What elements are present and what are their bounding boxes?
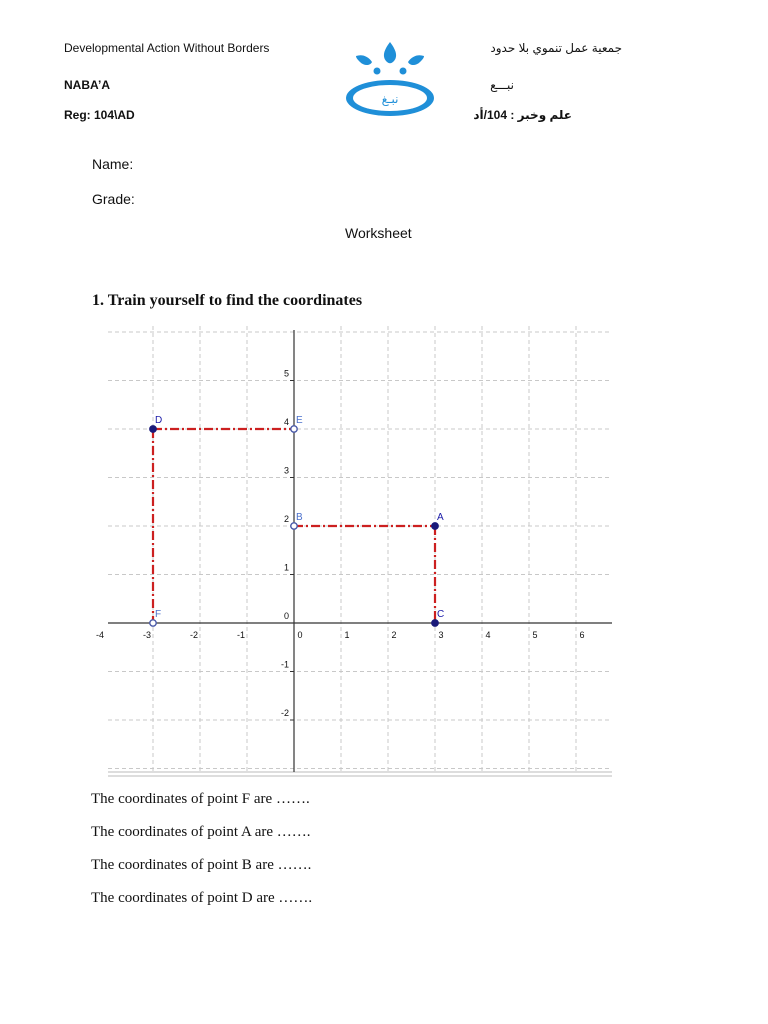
point-label-f: F [155, 609, 162, 620]
x-tick-label: -3 [142, 630, 152, 640]
point-e [291, 426, 297, 432]
question-point-d: The coordinates of point D are ……. [91, 890, 313, 906]
logo-right-drop [408, 55, 424, 65]
grade-label: Grade: [92, 191, 135, 207]
x-tick-label: -1 [236, 630, 246, 640]
y-tick-label: 3 [283, 465, 289, 476]
y-tick-label: 5 [283, 368, 289, 379]
question-point-f: The coordinates of point F are ……. [91, 791, 310, 807]
section-heading: 1. Train yourself to find the coordinates [92, 292, 363, 309]
logo-dot-left [374, 68, 381, 75]
point-c [432, 620, 438, 626]
coordinate-graph [95, 326, 612, 780]
x-tick-label: 0 [297, 630, 303, 640]
point-a [432, 523, 438, 529]
point-d [150, 426, 156, 432]
x-tick-label: 2 [391, 630, 397, 640]
org-name-en: Developmental Action Without Borders [64, 41, 270, 55]
x-tick-label: 4 [485, 630, 491, 640]
logo-center-drop [384, 42, 396, 63]
point-label-e: E [296, 415, 303, 426]
logo-left-drop [356, 55, 372, 65]
point-label-c: C [437, 609, 445, 620]
name-label: Name: [92, 156, 134, 172]
org-name-ar: جمعية عمل تنموي بلا حدود [490, 41, 622, 55]
x-tick-label: 3 [438, 630, 444, 640]
logo-dot-right [400, 68, 407, 75]
question-point-a: The coordinates of point A are ……. [91, 824, 311, 840]
x-tick-label: 1 [344, 630, 350, 640]
x-tick-label: 5 [532, 630, 538, 640]
point-b [291, 523, 297, 529]
x-tick-label: -2 [189, 630, 199, 640]
y-tick-label: -1 [280, 659, 289, 670]
y-tick-label: 4 [283, 417, 289, 427]
y-tick-label: 2 [283, 514, 289, 524]
y-tick-label: 1 [283, 562, 289, 573]
y-tick-label: 0 [283, 611, 289, 621]
organization-logo [340, 40, 440, 120]
point-label-a: A [437, 512, 444, 523]
x-tick-label: -4 [95, 630, 105, 640]
registration-en: Reg: 104\AD [64, 108, 135, 122]
question-point-b: The coordinates of point B are ……. [91, 857, 312, 873]
point-f [150, 620, 156, 626]
x-tick-label: 6 [579, 630, 585, 640]
registration-ar: علم وخبر : 104/أد [473, 108, 572, 122]
point-label-d: D [155, 415, 163, 426]
y-tick-label: -2 [280, 708, 289, 718]
short-name-ar: نبـــع [490, 78, 514, 92]
worksheet-title: Worksheet [345, 225, 412, 241]
short-name-en: NABA’A [64, 78, 111, 92]
point-label-b: B [296, 512, 303, 523]
logo-text: نبـغ [381, 92, 399, 106]
